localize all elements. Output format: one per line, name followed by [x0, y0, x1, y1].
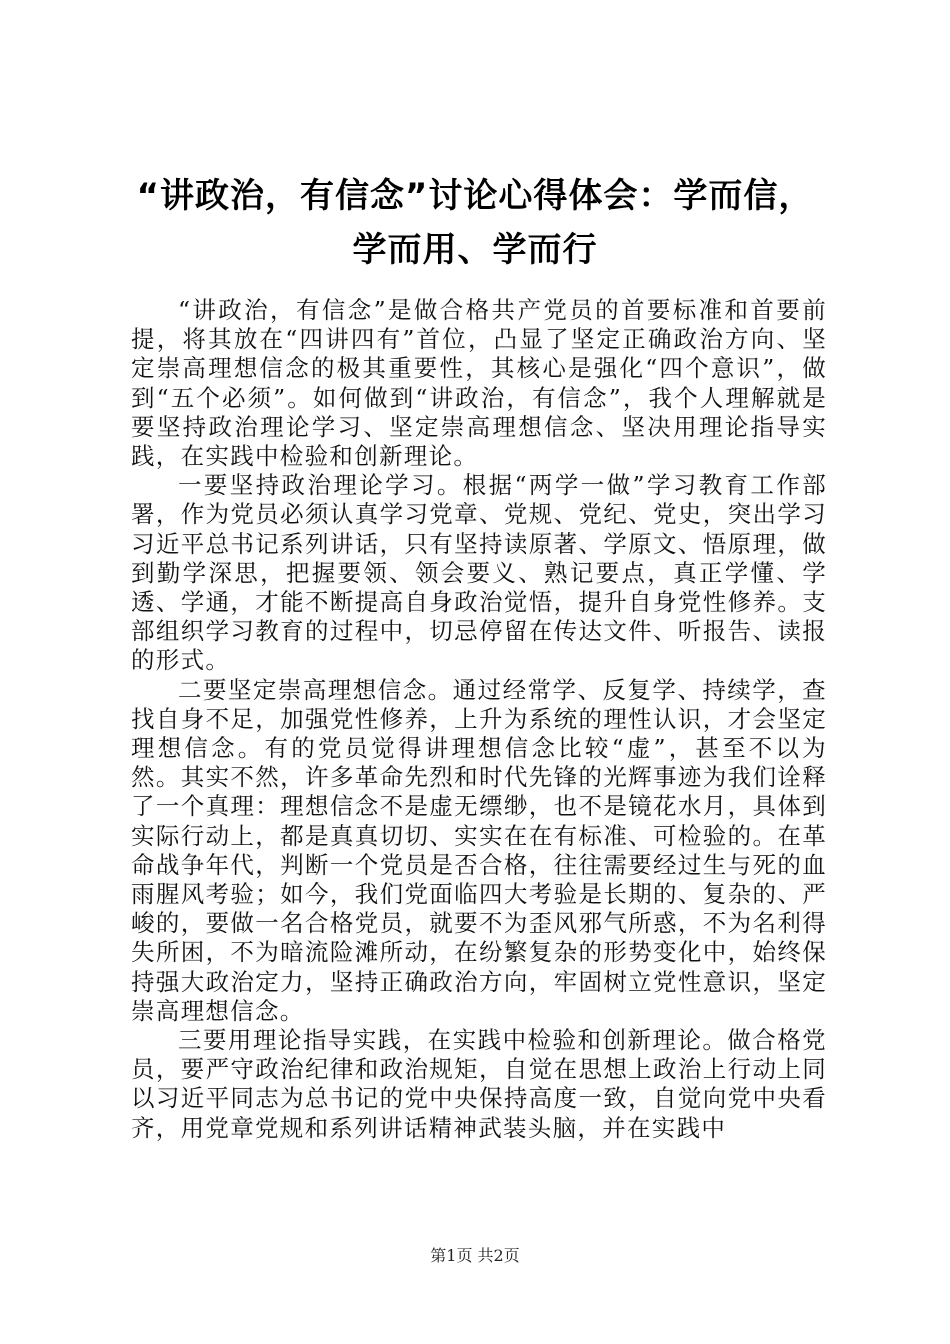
- document-title-line-1: “讲政治，有信念”讨论心得体会：学而信，: [136, 176, 814, 216]
- paragraph-point-one: 一要坚持政治理论学习。根据“两学一做”学习教育工作部署，作为党员必须认真学习党章、党规、党纪、党史，突出学习习近平总书记系列讲话，只有坚持读原著、学原文、悟原理，做到勤学深思，把握要领、领会要义、熟记要点，真正学懂、学透、学通，才能不断提高自身政治觉悟，提升自身党性修养。支部组织学习教育的过程中，切忌停留在传达文件、听报告、读报的形式。: [131, 471, 827, 675]
- document-body: [131, 296, 827, 1143]
- paragraph-point-two: 二要坚定崇高理想信念。通过经常学、反复学、持续学，查找自身不足，加强党性修养，上升为系统的理性认识，才会坚定理想信念。有的党员觉得讲理想信念比较“虚”，甚至不以为然。其实不然，许多革命先烈和时代先锋的光辉事迹为我们诠释了一个真理：理想信念不是虚无缥缈，也不是镜花水月，具体到实际行动上，都是真真切切、实实在在有标准、可检验的。在革命战争年代，判断一个党员是否合格，往往需要经过生与死的血雨腥风考验；如今，我们党面临四大考验是长期的、复杂的、严峻的，要做一名合格党员，就要不为歪风邪气所惑，不为名利得失所困，不为暗流险滩所动，在纷繁复杂的形势变化中，始终保持强大政治定力，坚持正确政治方向，牢固树立党性意识，坚定崇高理想信念。: [131, 675, 827, 1025]
- paragraph-point-three: 三要用理论指导实践，在实践中检验和创新理论。做合格党员，要严守政治纪律和政治规矩，自觉在思想上政治上行动上同以习近平同志为总书记的党中央保持高度一致，自觉向党中央看齐，用党章党规和系列讲话精神武装头脑，并在实践中: [131, 1026, 827, 1142]
- page-number-footer: 第1页 共2页: [430, 1246, 520, 1265]
- paragraph-intro: “讲政治，有信念”是做合格共产党员的首要标准和首要前提，将其放在“四讲四有”首位，凸显了坚定正确政治方向、坚定崇高理想信念的极其重要性，其核心是强化“四个意识”，做到“五个必须”。如何做到“讲政治，有信念”，我个人理解就是要坚持政治理论学习、坚定崇高理想信念、坚决用理论指导实践，在实践中检验和创新理论。: [131, 296, 827, 471]
- document-title-line-2: 学而用、学而行: [352, 230, 598, 270]
